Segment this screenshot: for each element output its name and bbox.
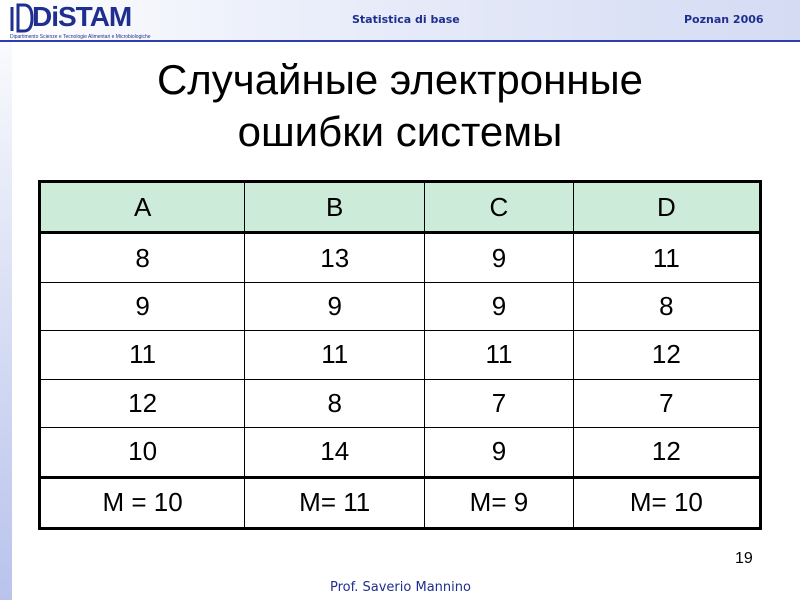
table-mean-row (40, 477, 761, 528)
table-cell: 9 (425, 233, 574, 283)
table-cell: 11 (245, 331, 425, 379)
slide-title-line-2: ошибки системы (237, 108, 563, 155)
course-title: Statistica di base (352, 13, 460, 26)
table-cell: 9 (425, 283, 574, 331)
data-table (38, 180, 762, 530)
mean-cell: M= 11 (245, 477, 425, 528)
table-cell: 14 (245, 427, 425, 477)
mean-cell: M= 9 (425, 477, 574, 528)
table-cell: 11 (40, 331, 245, 379)
column-header: B (245, 182, 425, 233)
table-cell: 7 (425, 379, 574, 427)
table-header-row (40, 182, 761, 233)
table-cell: 8 (573, 283, 760, 331)
table-cell: 12 (573, 427, 760, 477)
header-divider (0, 40, 800, 42)
table-cell: 7 (573, 379, 760, 427)
table-row (40, 427, 761, 477)
table-row (40, 233, 761, 283)
mean-cell: M = 10 (40, 477, 245, 528)
table-cell: 8 (40, 233, 245, 283)
table-cell: 11 (425, 331, 574, 379)
location-date: Poznan 2006 (684, 13, 764, 26)
mean-cell: M= 10 (573, 477, 760, 528)
logo-text: DiSTAM (32, 1, 132, 32)
footer-author: Prof. Saverio Mannino (330, 580, 471, 595)
table-cell: 10 (40, 427, 245, 477)
table-cell: 12 (573, 331, 760, 379)
table-cell: 12 (40, 379, 245, 427)
distam-logo (8, 1, 151, 40)
table-cell: 8 (245, 379, 425, 427)
page-number: 19 (735, 550, 753, 567)
slide-title-line-1: Случайные электронные (156, 56, 644, 103)
table-cell: 9 (425, 427, 574, 477)
table-row (40, 331, 761, 379)
table-row (40, 283, 761, 331)
slide-title (40, 54, 760, 158)
column-header: D (573, 182, 760, 233)
column-header: C (425, 182, 574, 233)
table-row (40, 379, 761, 427)
table-cell: 11 (573, 233, 760, 283)
table-cell: 13 (245, 233, 425, 283)
logo-subtitle: Dipartimento Scienze e Tecnologie Alimentari e Microbiologiche (10, 34, 151, 40)
table-cell: 9 (245, 283, 425, 331)
side-gradient-bar (0, 0, 12, 600)
column-header: A (40, 182, 245, 233)
table-cell: 9 (40, 283, 245, 331)
